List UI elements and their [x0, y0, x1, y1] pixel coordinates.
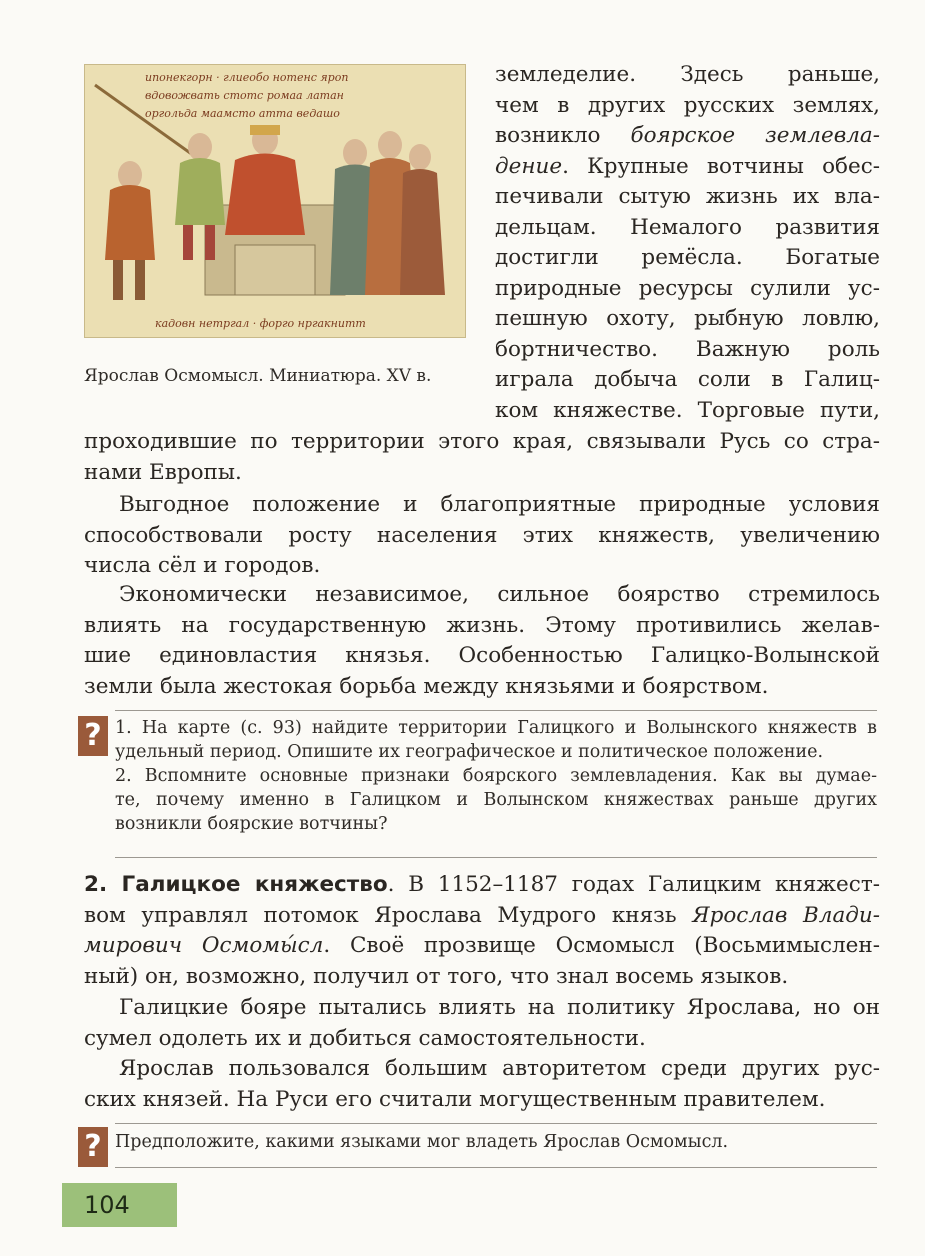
paragraph [84, 993, 880, 1054]
text-line: влиять на государственную жизнь. Этому противились желав- [84, 612, 880, 638]
term-italic: дение [495, 153, 563, 179]
question-line: удельный период. Опишите их географическое и политическое положение. [115, 742, 824, 762]
text-segment: . В 1152–1187 годах Галицким княжест- [387, 872, 880, 897]
name-italic: Ярослав Влади- [692, 902, 880, 928]
text-line: проходившие по территории этого края, связывали Русь со стра- [84, 429, 880, 454]
paragraph-continuation [84, 427, 880, 488]
text-line: сумел одолеть их и добиться самостоятельности. [84, 1025, 646, 1051]
text-line: Галицкие бояре пытались влиять на политику Ярослава, но он [119, 995, 880, 1020]
text-line [495, 121, 880, 152]
page-number: 104 [62, 1183, 177, 1227]
divider [115, 710, 877, 711]
text-line: достигли ремёсла. Богатые [495, 245, 880, 270]
divider [115, 1123, 877, 1124]
question-line: возникли боярские вотчины? [115, 814, 388, 834]
inscription-line-4: кадовн нетргал · форго нргакнитт [155, 317, 366, 330]
text-segment: . Своё прозвище Осмомысл (Восьмимыслен- [323, 933, 880, 958]
text-line: нами Европы. [84, 459, 242, 485]
text-line: Выгодное положение и благоприятные природные условия [119, 492, 880, 517]
text-line: играла добыча соли в Галиц- [495, 367, 880, 392]
question-line: те, почему именно в Галицком и Волынском княжествах раньше других [115, 790, 877, 810]
text-line: бортничество. Важную роль [495, 336, 880, 362]
question-line: 2. Вспомните основные признаки боярского землевладения. Как вы думае- [115, 766, 877, 786]
text-line: чем в других русских землях, [495, 92, 880, 118]
paragraph [84, 580, 880, 702]
wrap-paragraph [495, 60, 880, 426]
text-segment: . Крупные вотчины обес- [562, 153, 880, 179]
inscription-line-1: ипонекгорн · глиеобо нотенс яроп [145, 71, 349, 84]
inscription-line-3: оргольда маамсто атта ведашо [145, 107, 340, 120]
text-line: ком княжестве. Торговые пути, [495, 397, 880, 423]
text-segment: возникло [495, 123, 631, 148]
text-line: ских князей. На Руси его считали могущественным правителем. [84, 1086, 826, 1112]
divider [115, 1167, 877, 1168]
name-italic: мирович Осмомы́сл [84, 933, 324, 958]
text-line [84, 901, 880, 932]
text-line: ный) он, возможно, получил от того, что знал восемь языков. [84, 963, 789, 989]
text-line: шие единовластия князья. Особенностью Галицко-Волынской [84, 643, 880, 668]
text-line: земледелие. Здесь раньше, [495, 62, 880, 87]
question-single [115, 1130, 877, 1154]
text-line: пешную охоту, рыбную ловлю, [495, 306, 880, 331]
figure-caption: Ярослав Осмомысл. Миниатюра. XV в. [84, 366, 432, 386]
divider [115, 857, 877, 858]
text-line: Экономически независимое, сильное боярство стремилось [119, 582, 880, 607]
question-mark-icon: ? [78, 716, 108, 756]
text-line: дельцам. Немалого развития [495, 214, 880, 240]
text-line: печивали сытую жизнь их вла- [495, 184, 880, 209]
paragraph [84, 1054, 880, 1115]
question-list [115, 716, 877, 836]
section-galician-principality [84, 870, 880, 992]
paragraph [84, 490, 880, 582]
text-segment: вом управлял потомок Ярослава Мудрого князь [84, 902, 693, 928]
section-heading: 2. Галицкое княжество [84, 872, 388, 897]
text-line: способствовали росту населения этих княжеств, увеличению [84, 522, 880, 548]
miniature-image [85, 65, 465, 337]
text-line: числа сёл и городов. [84, 553, 321, 578]
question-mark-icon: ? [78, 1127, 108, 1167]
text-line: земли была жестокая борьба между князьями и боярством. [84, 673, 769, 699]
text-line [495, 152, 880, 183]
miniature-illustration [84, 64, 466, 338]
inscription-line-2: вдовожвать стотс ромаа латан [145, 89, 344, 102]
text-line [84, 870, 880, 901]
text-line [84, 931, 880, 962]
question-line: 1. На карте (с. 93) найдите территории Галицкого и Волынского княжеств в [115, 718, 877, 738]
text-line: Ярослав пользовался большим авторитетом среди других рус- [119, 1056, 880, 1081]
term-italic: боярское землевла- [630, 123, 881, 148]
question-line: Предположите, какими языками мог владеть Ярослав Осмомысл. [115, 1132, 729, 1152]
text-line: природные ресурсы сулили ус- [495, 275, 880, 301]
